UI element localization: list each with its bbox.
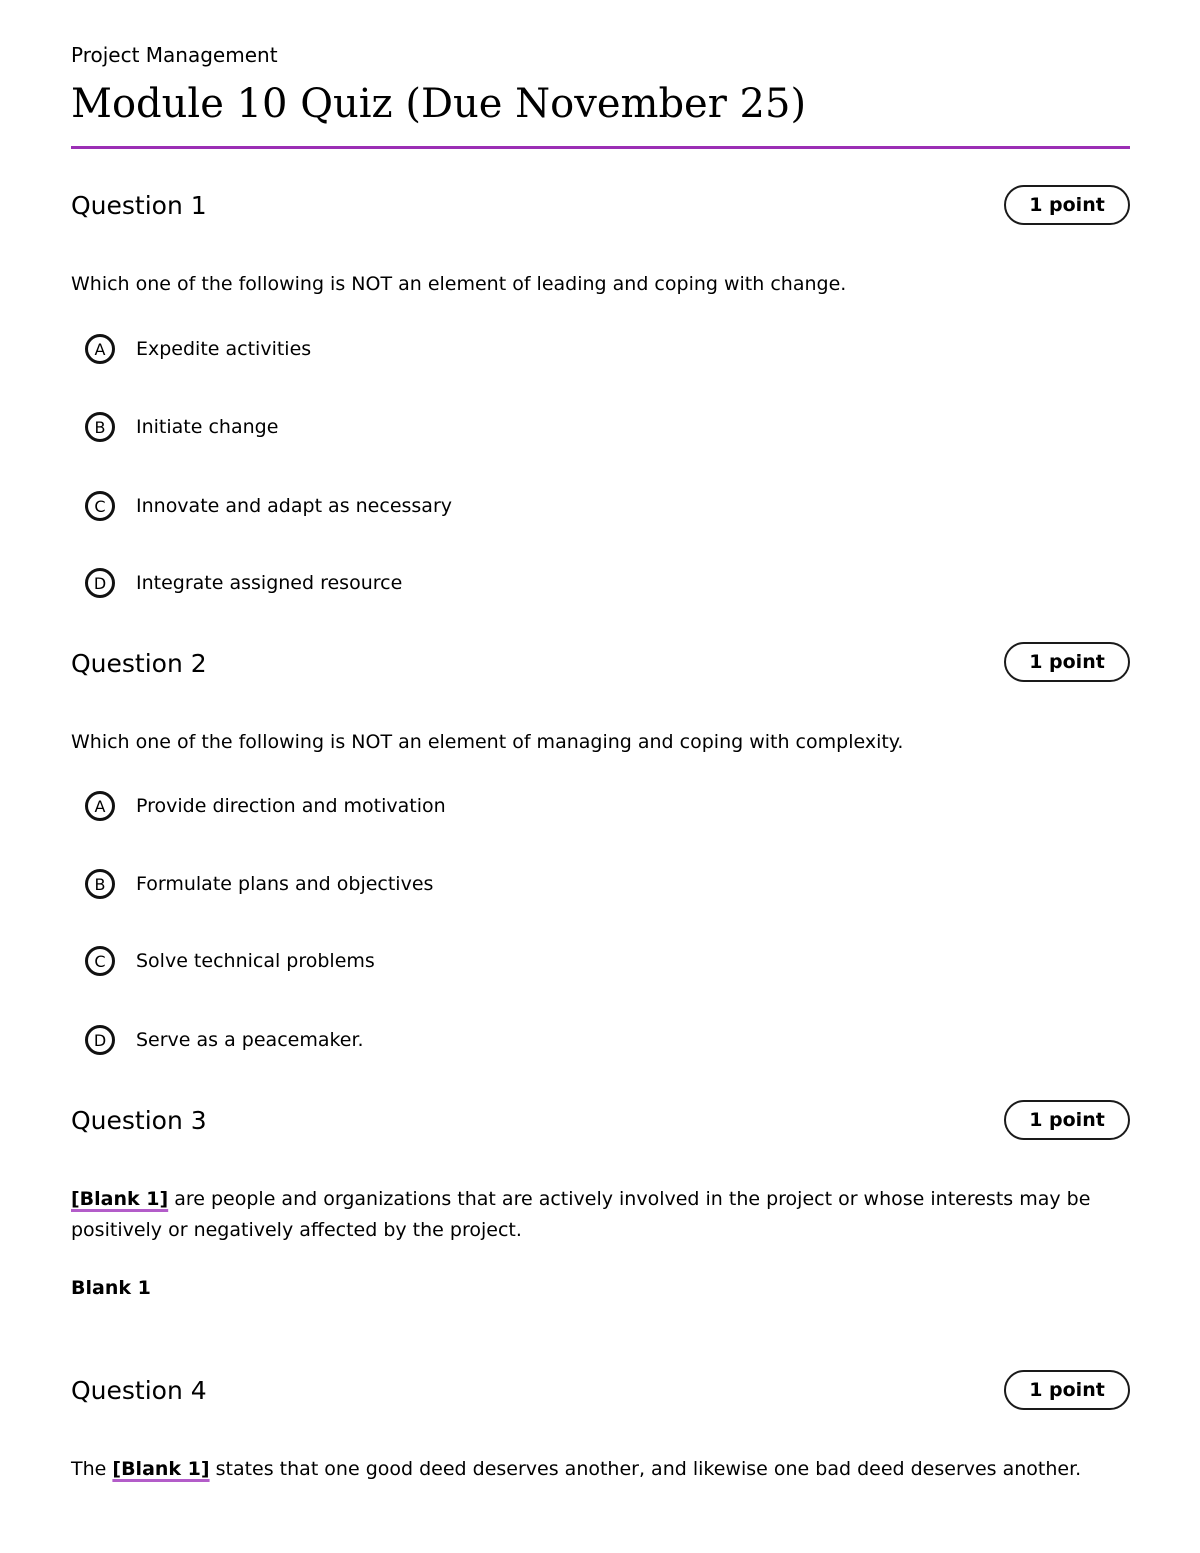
question-prompt [71, 1184, 1130, 1246]
answer-option-c[interactable] [85, 487, 452, 525]
course-name: Project Management [71, 43, 278, 67]
answer-option-d[interactable] [85, 1021, 364, 1059]
question-title: Question 2 [71, 649, 207, 678]
question-title: Question 3 [71, 1106, 207, 1135]
option-letter-a[interactable]: A [85, 791, 115, 821]
prompt-text-before: The [71, 1458, 113, 1480]
question-prompt: Which one of the following is NOT an element of managing and coping with complexity. [71, 731, 904, 753]
option-letter-b[interactable]: B [85, 412, 115, 442]
option-text: Expedite activities [136, 338, 312, 360]
option-letter-a[interactable]: A [85, 334, 115, 364]
option-text: Provide direction and motivation [136, 795, 446, 817]
points-badge: 1 point [1004, 185, 1130, 225]
question-title: Question 4 [71, 1376, 207, 1405]
title-divider [71, 146, 1130, 149]
answer-option-b[interactable] [85, 408, 278, 446]
option-text: Initiate change [136, 416, 279, 438]
option-letter-c[interactable]: C [85, 946, 115, 976]
option-text: Integrate assigned resource [136, 572, 403, 594]
option-text: Formulate plans and objectives [136, 873, 434, 895]
prompt-text-after: states that one good deed deserves another, and likewise one bad deed deserves another. [209, 1458, 1082, 1480]
answer-option-b[interactable] [85, 865, 433, 903]
prompt-text: are people and organizations that are actively involved in the project or whose interests may be positively or negatively affected by the project. [71, 1188, 1091, 1241]
question-prompt: Which one of the following is NOT an element of leading and coping with change. [71, 273, 847, 295]
points-badge: 1 point [1004, 1370, 1130, 1410]
option-text: Serve as a peacemaker. [136, 1029, 364, 1051]
option-text: Solve technical problems [136, 950, 375, 972]
points-badge: 1 point [1004, 1100, 1130, 1140]
option-letter-b[interactable]: B [85, 869, 115, 899]
question-prompt [71, 1454, 1130, 1485]
points-badge: 1 point [1004, 642, 1130, 682]
option-text: Innovate and adapt as necessary [136, 495, 453, 517]
question-title: Question 1 [71, 191, 207, 220]
blank-reference: [Blank 1] [112, 1458, 210, 1480]
answer-option-d[interactable] [85, 564, 402, 602]
answer-option-a[interactable] [85, 787, 446, 825]
answer-option-a[interactable] [85, 330, 311, 368]
option-letter-d[interactable]: D [85, 1025, 115, 1055]
option-letter-c[interactable]: C [85, 491, 115, 521]
blank-label: Blank 1 [71, 1277, 151, 1299]
answer-option-c[interactable] [85, 942, 375, 980]
option-letter-d[interactable]: D [85, 568, 115, 598]
page-title: Module 10 Quiz (Due November 25) [71, 81, 807, 127]
blank-reference: [Blank 1] [71, 1188, 169, 1210]
